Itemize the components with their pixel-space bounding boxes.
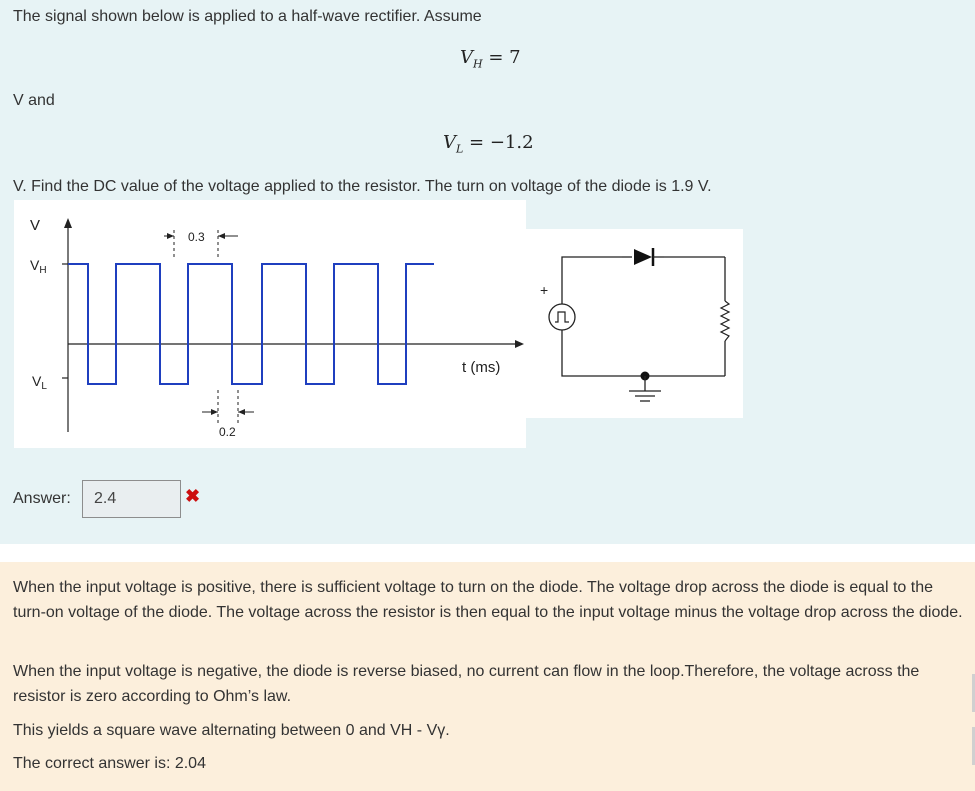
question-text-line1: The signal shown below is applied to a half-wave rectifier. Assume bbox=[13, 8, 482, 25]
feedback-paragraph-2: When the input voltage is negative, the diode is reverse biased, no current can flow in the loop.Therefore, the voltage across the resistor is zero according to Ohm’s law. bbox=[13, 663, 920, 705]
square-wave-signal bbox=[68, 264, 434, 384]
feedback-paragraph-3: This yields a square wave alternating between 0 and VH - Vγ. bbox=[13, 722, 450, 739]
y-axis-label: V bbox=[30, 217, 41, 234]
plus-label: + bbox=[540, 282, 549, 298]
feedback-paragraph-1: When the input voltage is positive, there is sufficient voltage to turn on the diode. The voltage drop across the diode is equal to the turn-on voltage of the diode. The voltage across the resistor is then equal to the input voltage minus the voltage drop across the diode. bbox=[13, 579, 963, 621]
question-text-line3: V. Find the DC value of the voltage applied to the resistor. The turn on voltage of the diode is 1.9 V. bbox=[13, 178, 712, 195]
rectifier-circuit bbox=[526, 229, 743, 418]
diode-icon bbox=[622, 248, 664, 266]
wrong-x-icon: ✖ bbox=[185, 486, 201, 506]
vh-axis-label: $V_H$ bbox=[30, 257, 47, 276]
vh-equation: $V_H = 7$ bbox=[460, 47, 521, 71]
pulse-source-icon bbox=[549, 304, 575, 330]
answer-label: Answer: bbox=[13, 490, 71, 507]
feedback-panel bbox=[0, 562, 975, 791]
feedback-correct-answer: The correct answer is: 2.04 bbox=[13, 755, 206, 772]
square-wave-figure bbox=[14, 200, 526, 448]
question-text-line2: V and bbox=[13, 92, 55, 109]
vl-axis-label: $V_L$ bbox=[32, 373, 47, 392]
low-duration-label: 0.2 bbox=[219, 425, 236, 439]
answer-input[interactable]: 2.4 bbox=[82, 480, 181, 518]
x-axis-label: t (ms) bbox=[462, 359, 501, 376]
resistor-icon bbox=[721, 301, 729, 341]
high-duration-label: 0.3 bbox=[188, 230, 205, 244]
vl-equation: $V_L = -1.2$ bbox=[443, 132, 534, 156]
